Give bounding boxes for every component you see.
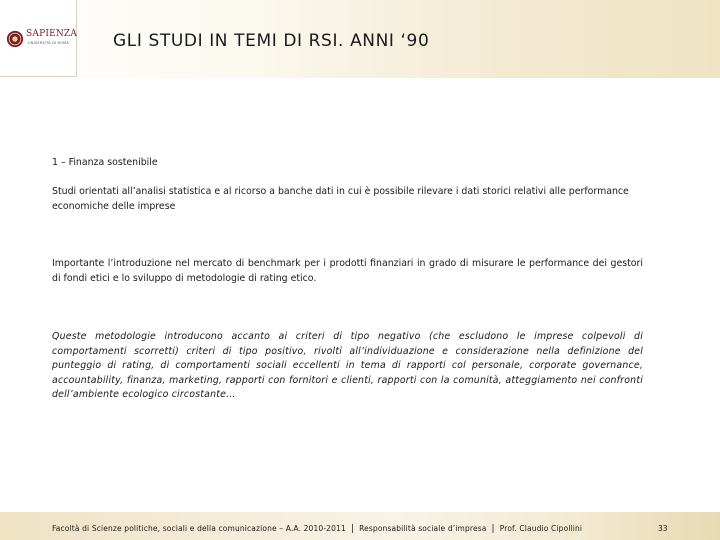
footer-separator: | (350, 524, 355, 534)
footer-faculty: Facoltà di Scienze politiche, sociali e della comunicazione – A.A. 2010-2011 (52, 524, 346, 533)
section-heading: 1 – Finanza sostenibile (52, 157, 158, 168)
page-title: GLI STUDI IN TEMI DI RSI. ANNI ‘90 (113, 31, 430, 51)
page-number: 33 (658, 524, 668, 533)
paragraph-methodologies: Queste metodologie introducono accanto ai criteri di tipo negativo (che escludono le imprese colpevoli di comportamenti scorretti) criteri di tipo positivo, rivolti all’individuazione e considerazione nella definizione del punteggio di rating, di comportamenti sociali eccellenti in tema di rapporti col personale, corporate governance, accountability, finanza, marketing, rapporti con fornitori e clienti, rapporti con la comunità, atteggiamento nei confronti dell’ambiente ecologico circostante… (52, 331, 643, 400)
paragraph-statistical-analysis: Studi orientati all’analisi statistica e al ricorso a banche dati in cui è possibile rilevare i dati storici relativi alle performance economiche delle imprese (52, 186, 629, 212)
footer-separator: | (491, 524, 495, 534)
footer-course: Responsabilità sociale d’impresa (359, 524, 487, 533)
university-seal-icon (6, 30, 24, 48)
university-logo (0, 0, 77, 77)
footer (52, 524, 582, 534)
logo-name: SAPIENZA (26, 29, 78, 39)
paragraph-benchmark: Importante l’introduzione nel mercato di benchmark per i prodotti finanziari in grado di misurare le performance dei gestori di fondi etici e lo sviluppo di metodologie di rating etico. (52, 258, 643, 284)
logo-subtitle: UNIVERSITÀ DI ROMA (28, 41, 69, 45)
footer-professor: Prof. Claudio Cipollini (499, 524, 583, 533)
